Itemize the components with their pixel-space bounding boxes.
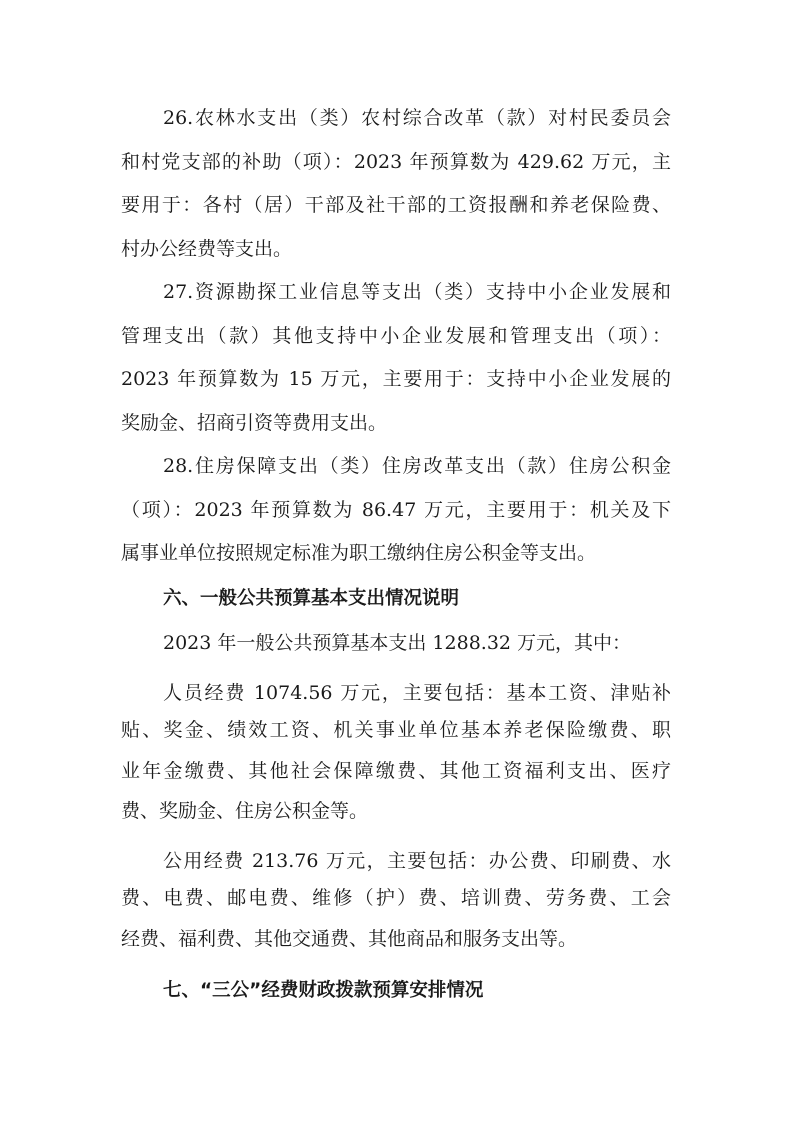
public-expense-line-3: 经费、福利费、其他交通费、其他商品和服务支出等。 [121, 928, 578, 950]
personnel-line-2: 贴、奖金、绩效工资、机关事业单位基本养老保险缴费、职 [121, 719, 671, 741]
item-27-line-1: 27.资源勘探工业信息等支出（类）支持中小企业发展和 [163, 281, 671, 303]
item-26-line-3: 要用于：各村（居）干部及社干部的工资报酬和养老保险费、 [121, 194, 671, 216]
section-heading-7: 七、“三公”经费财政拨款预算安排情况 [163, 980, 484, 1001]
personnel-line-3: 业年金缴费、其他社会保障缴费、其他工资福利支出、医疗 [121, 760, 671, 782]
section-heading-6: 六、一般公共预算基本支出情况说明 [163, 588, 460, 609]
item-26-line-2: 和村党支部的补助（项）：2023 年预算数为 429.62 万元，主 [121, 151, 671, 173]
personnel-line-4: 费、奖励金、住房公积金等。 [121, 800, 369, 822]
item-27-line-4: 奖励金、招商引资等费用支出。 [121, 412, 388, 434]
item-28-line-3: 属事业单位按照规定标准为职工缴纳住房公积金等支出。 [121, 542, 597, 564]
basic-expenditure-summary: 2023 年一般公共预算基本支出 1288.32 万元，其中： [163, 632, 632, 654]
item-26-line-4: 村办公经费等支出。 [121, 238, 293, 260]
public-expense-line-2: 费、电费、邮电费、维修（护）费、培训费、劳务费、工会 [121, 887, 671, 909]
item-27-line-2: 管理支出（款）其他支持中小企业发展和管理支出（项）： [121, 325, 671, 347]
public-expense-line-1: 公用经费 213.76 万元，主要包括：办公费、印刷费、水 [163, 850, 671, 872]
item-28-line-2: （项）：2023 年预算数为 86.47 万元，主要用于：机关及下 [121, 499, 671, 521]
item-28-line-1: 28.住房保障支出（类）住房改革支出（款）住房公积金 [163, 455, 671, 477]
personnel-line-1: 人员经费 1074.56 万元，主要包括：基本工资、津贴补 [163, 682, 671, 704]
item-27-line-3: 2023 年预算数为 15 万元，主要用于：支持中小企业发展的 [121, 368, 671, 390]
item-26-line-1: 26.农林水支出（类）农村综合改革（款）对村民委员会 [163, 107, 671, 129]
